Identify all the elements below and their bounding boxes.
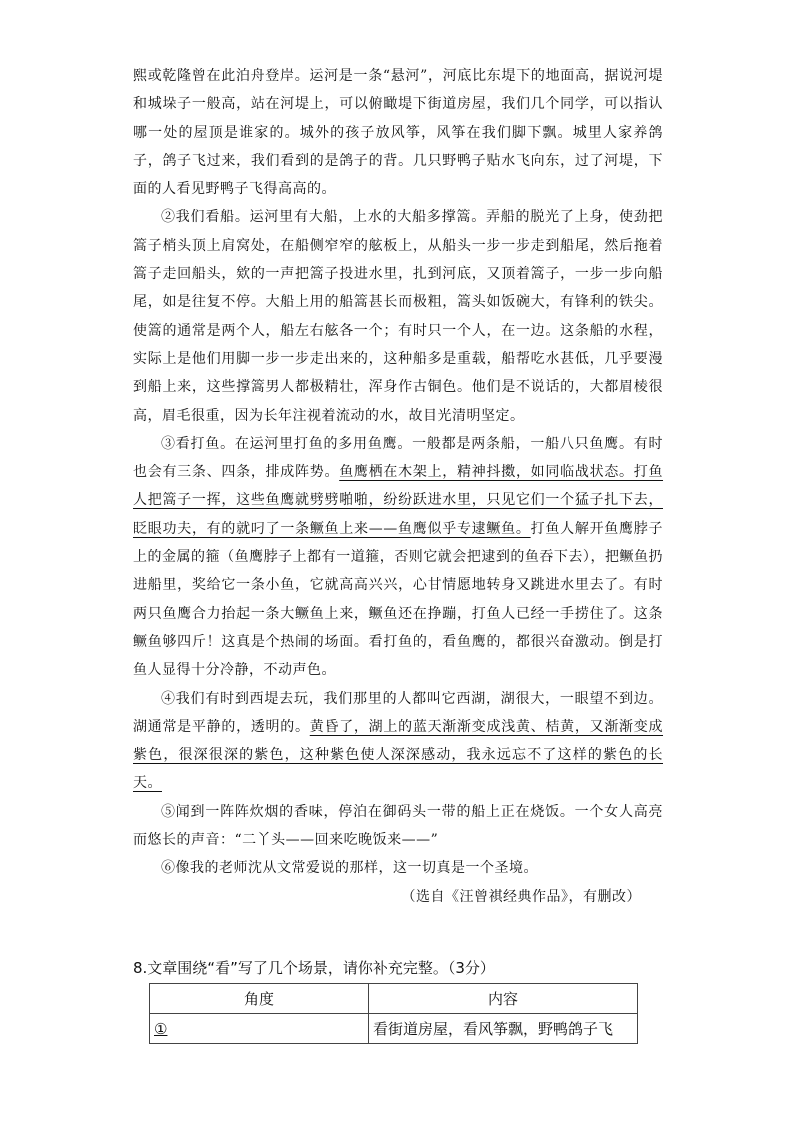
paragraph-4-intro: ④我们有时到西堤去玩，我们那里的人都叫它西湖，湖很大，一眼望不到边。湖通常是平静的，透明的。 — [133, 690, 663, 735]
cell-content: 看街道房屋，看风筝飘，野鸭鸽子飞 — [369, 1014, 638, 1044]
cell-angle[interactable] — [150, 1014, 369, 1044]
paragraph-1-continued: 熙或乾隆曾在此泊舟登岸。运河是一条“悬河”，河底比东堤下的地面高，据说河堤和城垛子一般高，站在河堤上，可以俯瞰堤下街道房屋，我们几个同学，可以指认哪一处的屋顶是谁家的。城外的孩子放风筝，风筝在我们脚下飘。城里人家养鸽子，鸽子飞过来，我们看到的是鸽子的背。几只野鸭子贴水飞向东，过了河堤，下面的人看见野鸭子飞得高高的。 — [133, 68, 663, 198]
answer-table — [149, 983, 638, 1044]
header-content: 内容 — [369, 984, 638, 1014]
paragraph-4 — [133, 685, 663, 798]
underlined-sentence-fish-hawks: 鱼鹰栖在木架上，精神抖擞，如同临战状态。打鱼人把篙子一挥，这些鱼鹰就劈劈啪啪，纷纷跃进水里，只见它们一个猛子扎下去，眨眼功夫，有的就叼了一条鳜鱼上来——鱼鹰似乎专逮鳜鱼。 — [133, 464, 664, 537]
paragraph-3 — [133, 430, 663, 685]
reading-passage — [133, 62, 663, 911]
question-8: 8.文章围绕“看”写了几个场景，请你补充完整。（3分） — [133, 959, 495, 977]
table-row — [150, 1014, 638, 1044]
table-header-row — [150, 984, 638, 1014]
paragraph-5: ⑤闻到一阵阵炊烟的香味，停泊在御码头一带的船上正在烧饭。一个女人高亮而悠长的声音：“二丫头——回来吃晚饭来——” — [133, 803, 663, 849]
underlined-sentence-dusk: 黄昏了，湖上的蓝天渐渐变成浅黄、桔黄，又渐渐变成紫色，很深很深的紫色，这种紫色使人深深感动，我永远忘不了这样的紫色的长天。 — [133, 718, 664, 792]
row-number: ① — [154, 1019, 168, 1038]
paragraph-2: ②我们看船。运河里有大船，上水的大船多撑篙。弄船的脱光了上身，使劲把篙子梢头顶上肩窝处，在船侧窄窄的舷板上，从船头一步一步走到船尾，然后拖着篙子走回船头，欸的一声把篙子投进水里，扎到河底，又顶着篙子，一步一步向船尾，如是往复不停。大船上用的船篙甚长而极粗，篙头如饭碗大，有锋利的铁尖。使篙的通常是两个人，船左右舷各一个；有时只一个人，在一边。这条船的水程，实际上是他们用脚一步一步走出来的，这种船多是重载，船帮吃水甚低，几乎要漫到船上来，这些撑篙男人都极精壮，浑身作古铜色。他们是不说话的，大都眉棱很高，眉毛很重，因为长年注视着流动的水，故目光清明坚定。 — [133, 209, 663, 424]
paragraph-6: ⑥像我的老师沈从文常爱说的那样，这一切真是一个圣境。 — [161, 860, 538, 877]
header-angle: 角度 — [150, 984, 369, 1014]
paragraph-3-intro: ③看打鱼。在运河里打鱼的多用鱼鹰。一般都是两条船，一船八只鱼鹰。有时也会有三条、四条，排成阵势。 — [133, 435, 663, 481]
paragraph-3-rest: 打鱼人解开鱼鹰脖子上的金属的箍（鱼鹰脖子上都有一道箍，否则它就会把逮到的鱼吞下去），把鳜鱼扔进船里，奖给它一条小鱼，它就高高兴兴，心甘情愿地转身又跳进水里去了。有时两只鱼鹰合力抬起一条大鳜鱼上来，鳜鱼还在挣蹦，打鱼人已经一手捞住了。这条鳜鱼够四斤！这真是个热闹的场面。看打鱼的，看鱼鹰的，都很兴奋激动。倒是打鱼人显得十分冷静，不动声色。 — [133, 520, 664, 679]
source-citation: （选自《汪曾祺经典作品》，有删改） — [401, 888, 641, 905]
